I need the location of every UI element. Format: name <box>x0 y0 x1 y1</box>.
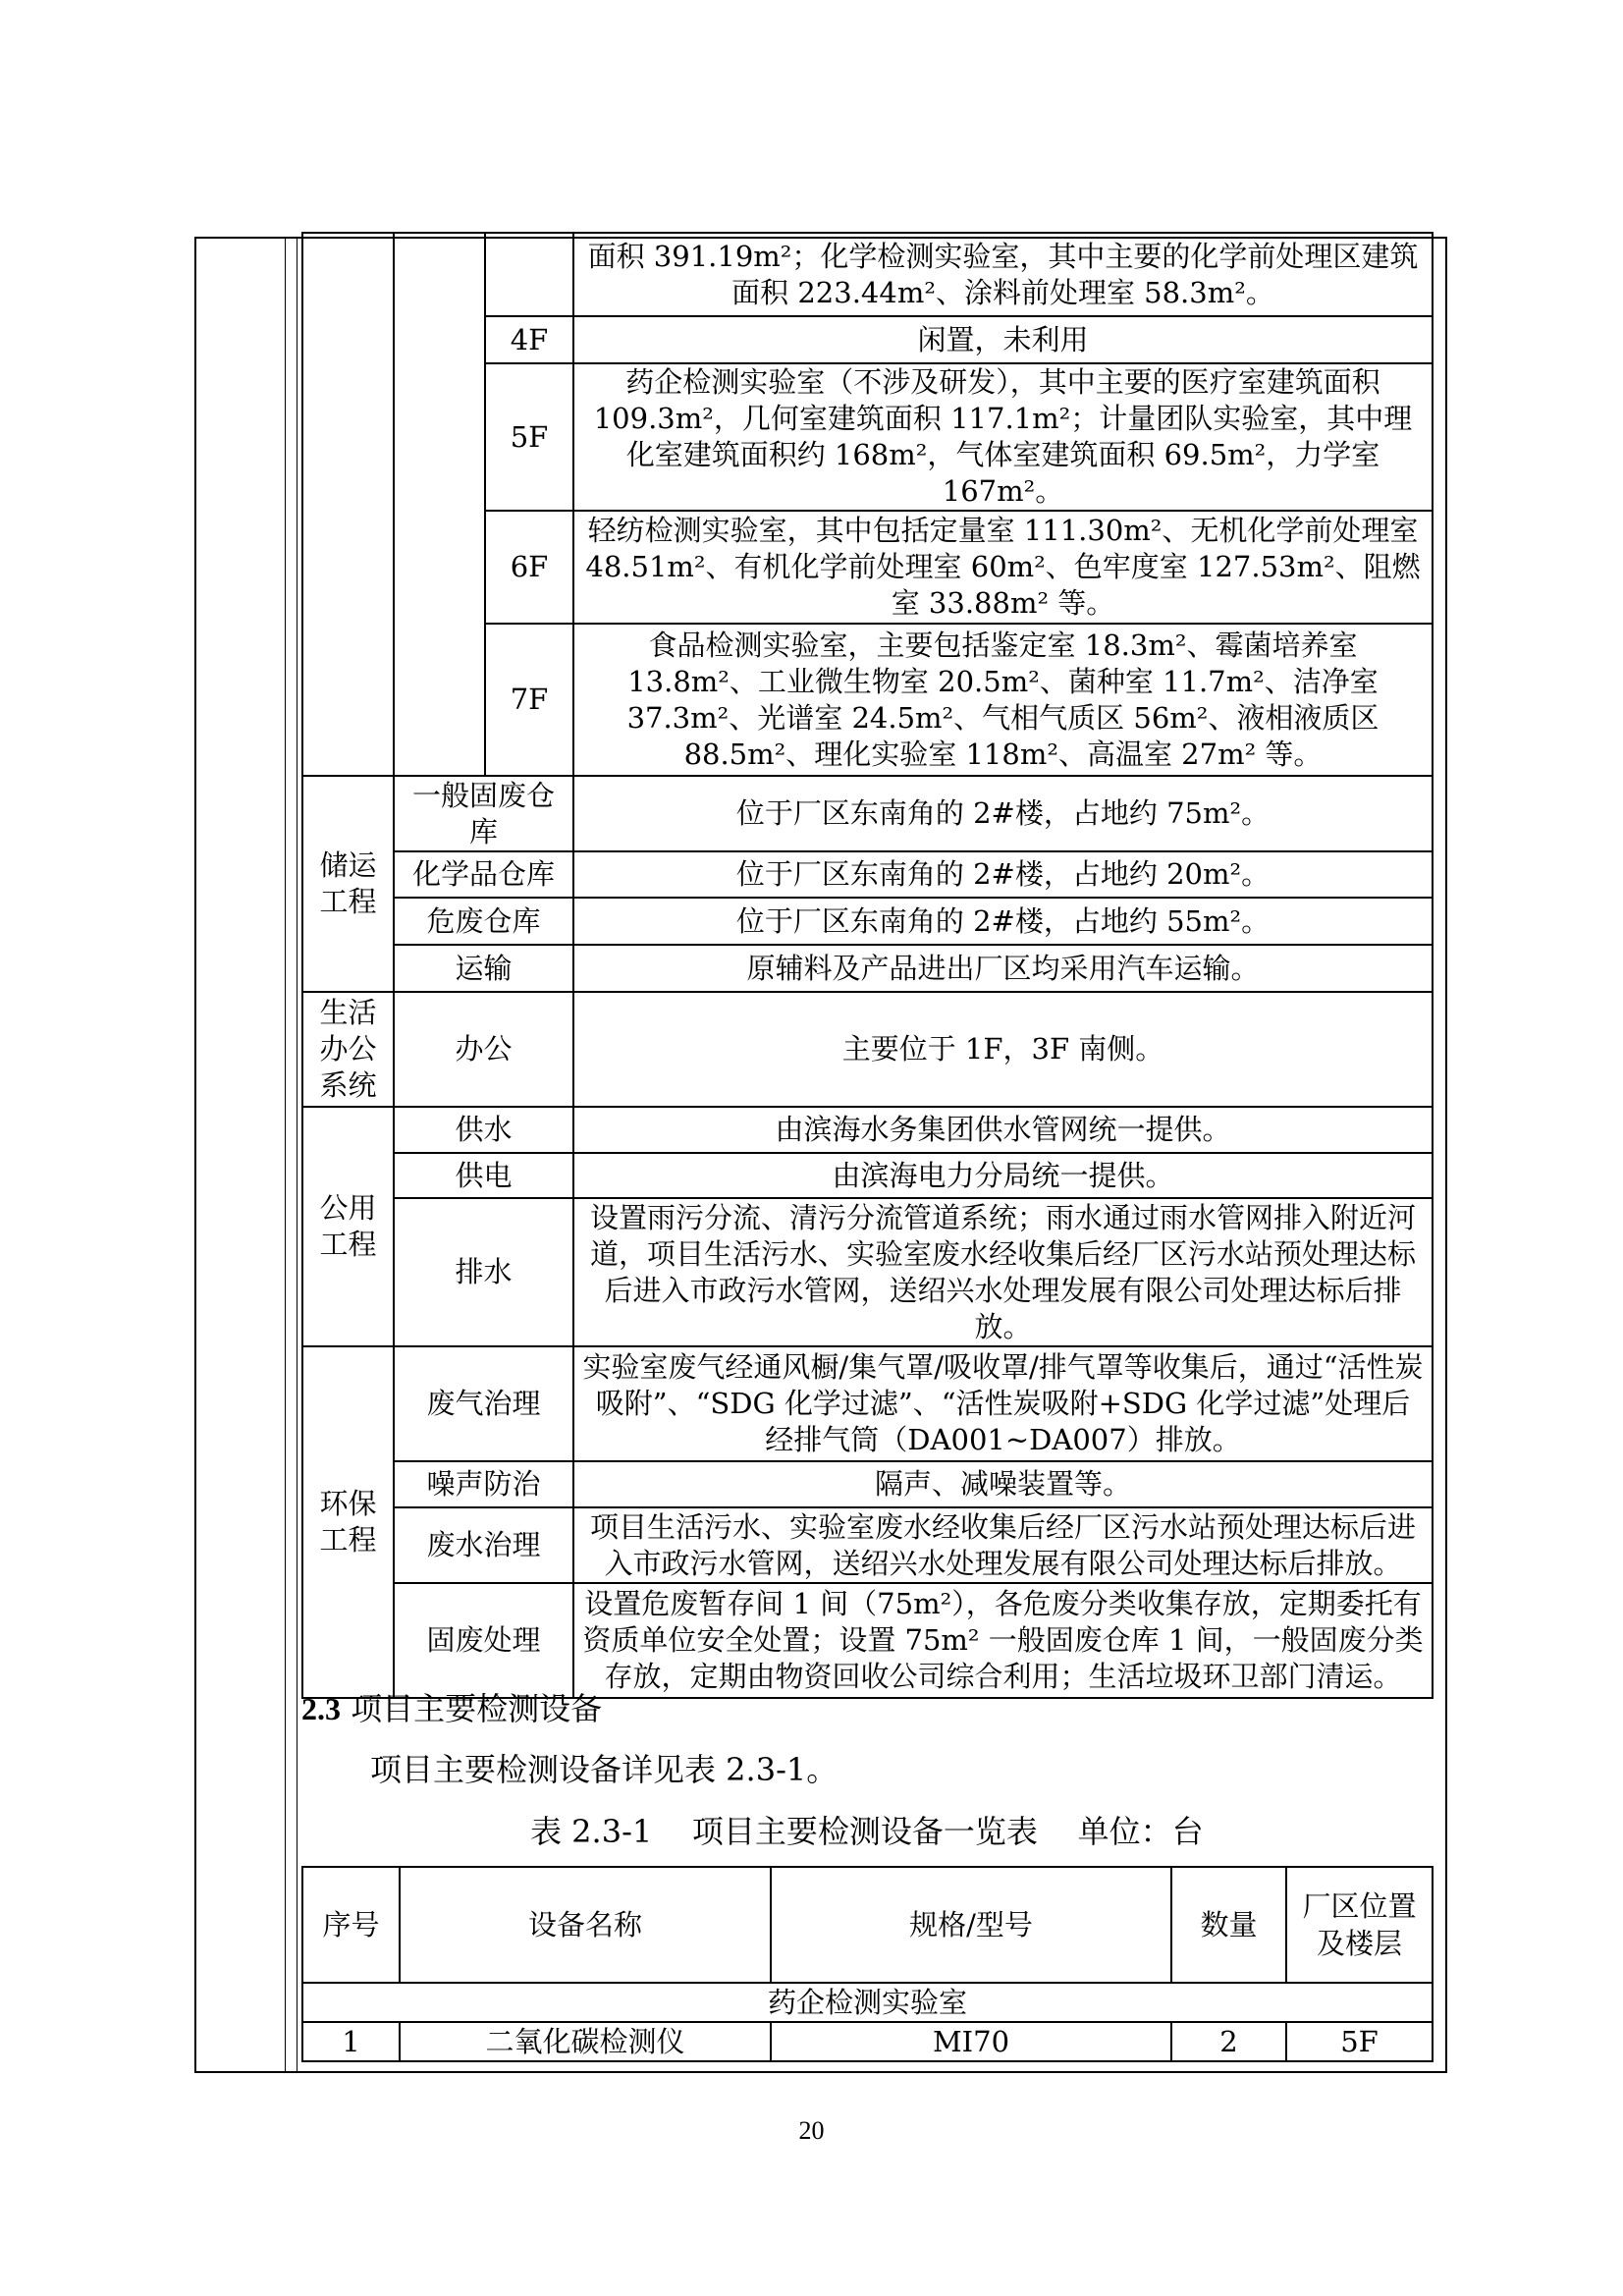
item-description: 由滨海电力分局统一提供。 <box>573 1153 1433 1198</box>
table-cell: 5F <box>1286 2022 1433 2061</box>
item-name: 噪声防治 <box>394 1461 573 1507</box>
project-composition-table <box>301 232 1434 1699</box>
item-name: 废水治理 <box>394 1507 573 1583</box>
group-row: 药企检测实验室 <box>302 1983 1433 2022</box>
frame-rule <box>297 237 298 2073</box>
header-cell: 设备名称 <box>400 1867 771 1983</box>
item-description: 位于厂区东南角的 2#楼，占地约 55m²。 <box>573 898 1433 945</box>
item-description: 实验室废气经通风橱/集气罩/吸收罩/排气罩等收集后，通过“活性炭吸附”、“SDG 化学过滤”、“活性炭吸附+SDG 化学过滤”处理后经排气筒（DA001~DA007）排放。 <box>573 1346 1433 1461</box>
item-description: 项目生活污水、实验室废水经收集后经厂区污水站预处理达标后进入市政污水管网，送绍兴水处理发展有限公司处理达标后排放。 <box>573 1507 1433 1583</box>
item-description: 位于厂区东南角的 2#楼，占地约 75m²。 <box>573 776 1433 851</box>
floor-description: 药企检测实验室（不涉及研发），其中主要的医疗室建筑面积 109.3m²，几何室建筑面积 117.1m²；计量团队实验室，其中理化室建筑面积约 168m²，气体室建筑面积 69.5m²，力学室 167m²。 <box>573 363 1433 511</box>
item-name: 办公 <box>394 992 573 1107</box>
floor-cell: 4F <box>485 316 573 363</box>
table-cell: MI70 <box>771 2022 1171 2061</box>
category-label: 生活办公系统 <box>302 992 394 1107</box>
item-description: 原辅料及产品进出厂区均采用汽车运输。 <box>573 945 1433 992</box>
item-name: 运输 <box>394 945 573 992</box>
frame-rule <box>285 237 286 2073</box>
header-cell: 规格/型号 <box>771 1867 1171 1983</box>
item-description: 设置危废暂存间 1 间（75m²），各危废分类收集存放，定期委托有资质单位安全处置；设置 75m² 一般固废仓库 1 间，一般固废分类存放，定期由物资回收公司综合利用；生活垃圾环卫部门清运。 <box>573 1583 1433 1698</box>
category-label: 环保工程 <box>302 1346 394 1698</box>
item-description: 主要位于 1F，3F 南侧。 <box>573 992 1433 1107</box>
floor-cell: 6F <box>485 511 573 624</box>
item-name: 固废处理 <box>394 1583 573 1698</box>
floor-cell: 5F <box>485 363 573 511</box>
item-name: 一般固废仓库 <box>394 776 573 851</box>
page-number: 20 <box>798 2116 825 2145</box>
item-name: 危废仓库 <box>394 898 573 945</box>
floor-description: 面积 391.19m²；化学检测实验室，其中主要的化学前处理区建筑面积 223.44m²、涂料前处理室 58.3m²。 <box>573 233 1433 316</box>
table-cell: 二氧化碳检测仪 <box>400 2022 771 2061</box>
subcategory-cell <box>394 233 485 776</box>
floor-description: 轻纺检测实验室，其中包括定量室 111.30m²、无机化学前处理室 48.51m²、有机化学前处理室 60m²、色牢度室 127.53m²、阻燃室 33.88m² 等。 <box>573 511 1433 624</box>
item-description: 位于厂区东南角的 2#楼，占地约 20m²。 <box>573 851 1433 898</box>
floor-cell <box>485 233 573 316</box>
table-caption: 表 2.3-1 项目主要检测设备一览表 单位：台 <box>530 1813 1204 1850</box>
header-cell: 序号 <box>302 1867 400 1983</box>
item-name: 供水 <box>394 1107 573 1153</box>
section-title: 项目主要检测设备 <box>351 1690 603 1727</box>
item-description: 由滨海水务集团供水管网统一提供。 <box>573 1107 1433 1153</box>
equipment-table <box>301 1866 1434 2062</box>
floor-cell: 7F <box>485 624 573 776</box>
item-name: 排水 <box>394 1198 573 1346</box>
category-label: 公用工程 <box>302 1107 394 1346</box>
header-cell: 数量 <box>1171 1867 1286 1983</box>
category-cell <box>302 233 394 776</box>
floor-description: 食品检测实验室，主要包括鉴定室 18.3m²、霉菌培养室 13.8m²、工业微生物室 20.5m²、菌种室 11.7m²、洁净室 37.3m²、光谱室 24.5m²、气相气质区 56m²、液相液质区 88.5m²、理化实验室 118m²、高温室 27m² 等。 <box>573 624 1433 776</box>
section-heading <box>301 1689 602 1728</box>
item-name: 化学品仓库 <box>394 851 573 898</box>
table-cell: 2 <box>1171 2022 1286 2061</box>
item-description: 隔声、减噪装置等。 <box>573 1461 1433 1507</box>
section-number: 2.3 <box>301 1691 341 1726</box>
item-name: 供电 <box>394 1153 573 1198</box>
section-paragraph: 项目主要检测设备详见表 2.3-1。 <box>370 1751 839 1788</box>
category-label: 储运工程 <box>302 776 394 992</box>
header-cell: 厂区位置及楼层 <box>1286 1867 1433 1983</box>
item-description: 设置雨污分流、清污分流管道系统；雨水通过雨水管网排入附近河道，项目生活污水、实验室废水经收集后经厂区污水站预处理达标后进入市政污水管网，送绍兴水处理发展有限公司处理达标后排放。 <box>573 1198 1433 1346</box>
table-cell: 1 <box>302 2022 400 2061</box>
item-name: 废气治理 <box>394 1346 573 1461</box>
floor-description: 闲置，未利用 <box>573 316 1433 363</box>
